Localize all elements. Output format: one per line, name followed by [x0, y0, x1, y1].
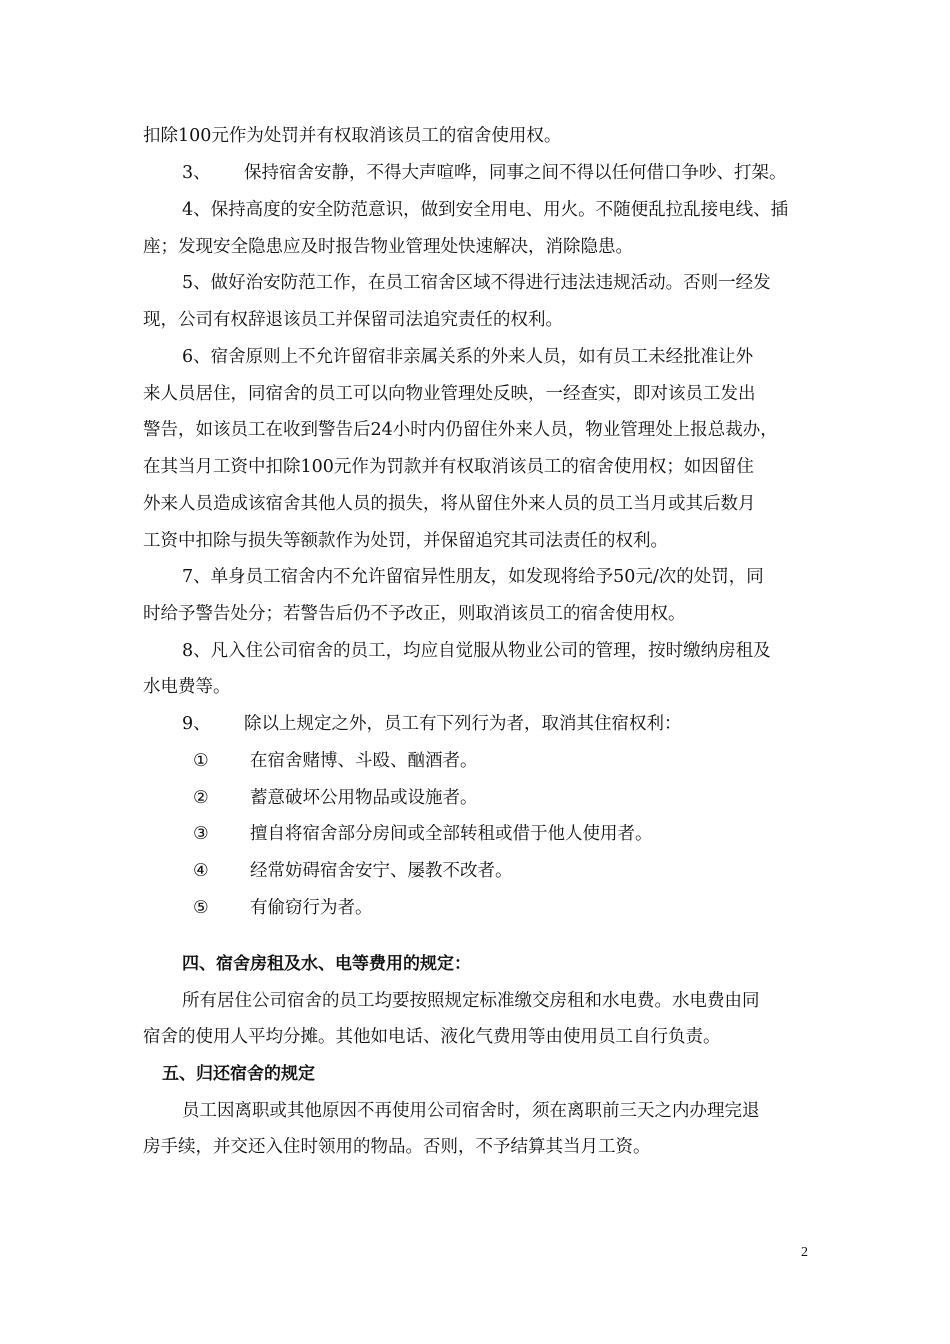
paragraph-line: 4、保持高度的安全防范意识，做到安全用电、用火。不随便乱拉乱接电线、插	[182, 200, 789, 220]
paragraph-line: 8、凡入住公司宿舍的员工，均应自觉服从物业公司的管理，按时缴纳房租及	[182, 641, 771, 661]
paragraph-line: 扣除100元作为处罚并有权取消该员工的宿舍使用权。	[143, 126, 562, 146]
list-item: 蓄意破坏公用物品或设施者。	[250, 788, 478, 808]
page-number: 2	[801, 1245, 808, 1260]
paragraph-line: 现，公司有权辞退该员工并保留司法追究责任的权利。	[143, 310, 563, 330]
list-item: 经常妨碍宿舍安宁、屡教不改者。	[250, 861, 513, 881]
item-number: 9、	[182, 714, 211, 734]
paragraph-line: 7、单身员工宿舍内不允许留宿异性朋友，如发现将给予50元/次的处罚，同	[182, 567, 764, 587]
paragraph-line: 来人员居住，同宿舍的员工可以向物业管理处反映，一经查实，即对该员工发出	[143, 384, 756, 404]
paragraph-line: 警告，如该员工在收到警告后24小时内仍留住外来人员，物业管理处上报总裁办，	[143, 420, 778, 440]
paragraph-line: 外来人员造成该宿舍其他人员的损失，将从留住外来人员的员工当月或其后数月	[143, 494, 756, 514]
paragraph-line: 6、宿舍原则上不允许留宿非亲属关系的外来人员，如有员工未经批准让外	[182, 347, 754, 367]
paragraph-line: 员工因离职或其他原因不再使用公司宿舍时，须在离职前三天之内办理完退	[182, 1101, 760, 1121]
item-number: 3、	[182, 163, 211, 183]
paragraph-line: 在其当月工资中扣除100元作为罚款并有权取消该员工的宿舍使用权；如因留住	[143, 457, 754, 477]
list-item: 有偷窃行为者。	[250, 898, 373, 918]
paragraph-line: 除以上规定之外，员工有下列行为者，取消其住宿权利：	[244, 714, 682, 734]
paragraph-line: 宿舍的使用人平均分摊。其他如电话、液化气费用等由使用员工自行负责。	[143, 1027, 721, 1047]
paragraph-line: 时给予警告处分；若警告后仍不予改正，则取消该员工的宿舍使用权。	[143, 604, 686, 624]
section-heading: 四、宿舍房租及水、电等费用的规定：	[182, 954, 471, 974]
list-item-mark: ③	[193, 824, 209, 844]
list-item-mark: ②	[193, 788, 209, 808]
list-item: 擅自将宿舍部分房间或全部转租或借于他人使用者。	[250, 824, 653, 844]
list-item: 在宿舍赌博、斗殴、酗酒者。	[250, 751, 478, 771]
list-item-mark: ⑤	[193, 898, 209, 918]
paragraph-line: 所有居住公司宿舍的员工均要按照规定标准缴交房租和水电费。水电费由同	[182, 991, 760, 1011]
paragraph-line: 水电费等。	[143, 677, 231, 697]
list-item-mark: ①	[193, 751, 209, 771]
paragraph-line: 房手续，并交还入住时领用的物品。否则，不予结算其当月工资。	[143, 1137, 651, 1157]
paragraph-line: 工资中扣除与损失等额款作为处罚，并保留追究其司法责任的权利。	[143, 531, 668, 551]
paragraph-line: 座；发现安全隐患应及时报告物业管理处快速解决，消除隐患。	[143, 237, 633, 257]
paragraph-line: 保持宿舍安静，不得大声喧哗，同事之间不得以任何借口争吵、打架。	[244, 163, 787, 183]
section-heading: 五、归还宿舍的规定	[162, 1064, 315, 1084]
paragraph-line: 5、做好治安防范工作，在员工宿舍区域不得进行违法违规活动。否则一经发	[182, 273, 771, 293]
list-item-mark: ④	[193, 861, 209, 881]
